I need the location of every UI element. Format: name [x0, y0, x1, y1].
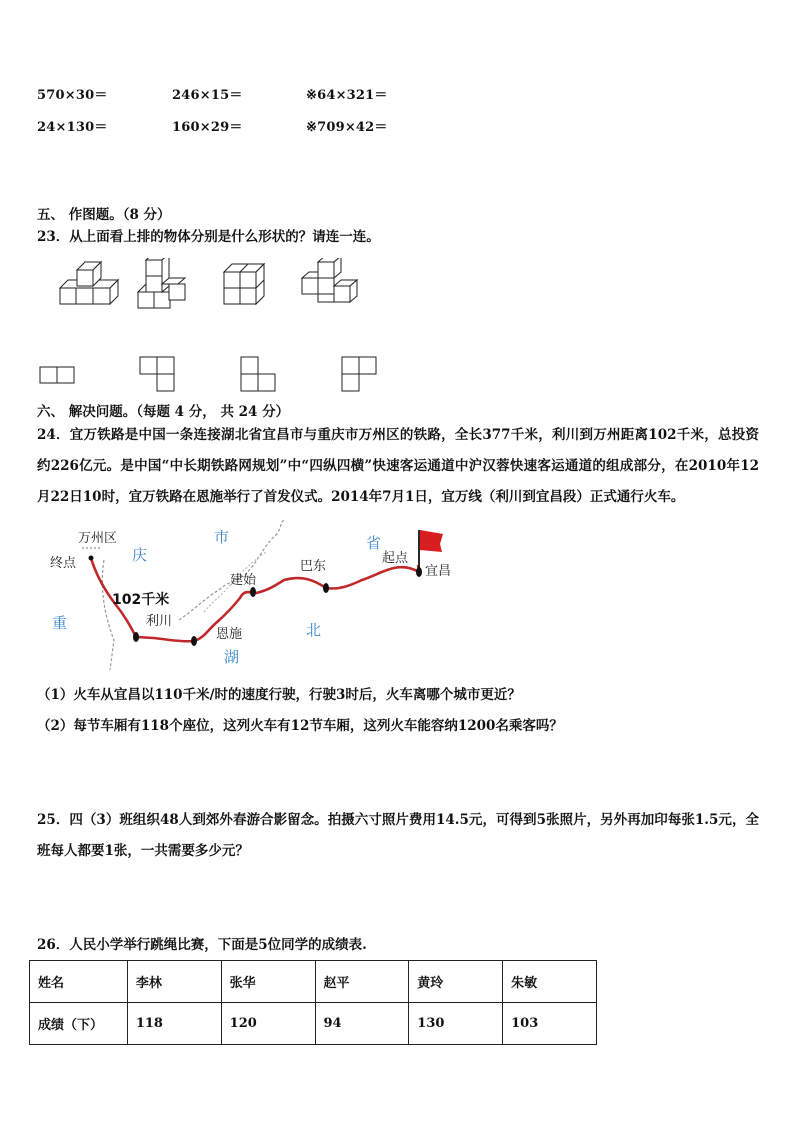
- question-24-1: （1）火车从宜昌以110千米/时的速度行驶，行驶3时后，火车离哪个城市更近？: [37, 687, 521, 703]
- station-enshi: [191, 636, 197, 646]
- label-yichang: 宜昌: [425, 564, 452, 579]
- table-cell: 张华: [221, 961, 315, 1003]
- calc-2: 246×15＝: [172, 88, 243, 103]
- station-wanzhou: [89, 556, 94, 561]
- cube-figures: [50, 258, 360, 316]
- label-sheng: 省: [366, 534, 382, 552]
- score-table: [29, 960, 597, 1045]
- label-chongqing: 庆: [132, 546, 148, 564]
- top-view-1: [40, 367, 74, 383]
- cube-figure-3: [224, 264, 264, 304]
- table-cell: 94: [315, 1003, 409, 1045]
- table-cell: 130: [409, 1003, 503, 1045]
- label-terminal: 终点: [50, 556, 77, 571]
- label-jianshi: 建始: [230, 573, 257, 588]
- calc-4: 24×130＝: [37, 120, 108, 135]
- table-cell: 120: [221, 1003, 315, 1045]
- label-shi: 市: [214, 528, 230, 546]
- label-lichuan: 利川: [146, 614, 173, 629]
- table-row-scores: [30, 1003, 597, 1045]
- label-start: 起点: [382, 551, 409, 566]
- calc-3: ※64×321＝: [306, 88, 388, 103]
- start-flag: [420, 530, 443, 552]
- table-cell: 成绩（下）: [30, 1003, 128, 1045]
- station-badong: [323, 583, 329, 593]
- province-border-top: [179, 520, 284, 620]
- station-lichuan: [133, 632, 139, 642]
- section-6-heading: 六、 解决问题。（每题 4 分， 共 24 分）: [37, 404, 290, 420]
- label-left-char: 重: [52, 614, 68, 632]
- section-5-heading: 五、 作图题。（8 分）: [37, 207, 171, 223]
- top-view-2: [140, 357, 174, 391]
- top-view-figures: [36, 355, 386, 395]
- question-26: 26．人民小学举行跳绳比赛，下面是5位同学的成绩表.: [37, 937, 367, 953]
- table-cell: 赵平: [315, 961, 409, 1003]
- calc-5: 160×29＝: [172, 120, 243, 135]
- label-bei: 北: [306, 621, 322, 639]
- calc-6: ※709×42＝: [306, 120, 388, 135]
- cube-figure-1: [60, 262, 118, 304]
- cube-figure-4: [302, 258, 357, 302]
- cube-figure-2: [138, 258, 185, 308]
- label-wanzhou: 万州区: [78, 531, 118, 546]
- label-enshi: 恩施: [216, 627, 243, 642]
- question-23: 23．从上面看上排的物体分别是什么形状的？请连一连。: [37, 229, 380, 245]
- railway-map: [44, 520, 464, 672]
- label-hu: 湖: [224, 648, 240, 666]
- station-jianshi: [250, 587, 256, 597]
- top-view-3: [241, 357, 275, 391]
- label-badong: 巴东: [300, 559, 327, 574]
- table-cell: 姓名: [30, 961, 128, 1003]
- table-cell: 黄玲: [409, 961, 503, 1003]
- question-24: 24．宜万铁路是中国一条连接湖北省宜昌市与重庆市万州区的铁路，全长377千米，利川到万州距离102千米，总投资约226亿元。是中国“中长期铁路网规划”中“四纵四横”快速客运通道中沪汉蓉快速客运通道的组成部分，在2010年12月22日10时，宜万铁路在恩施举行了首发仪式。2014年7月1日，宜万线（利川到宜昌段）正式通行火车。: [37, 427, 759, 505]
- province-border-left: [102, 560, 114, 670]
- question-24-2: （2）每节车厢有118个座位，这列火车有12节车厢，这列火车能容纳1200名乘客吗？: [37, 718, 563, 734]
- label-distance: 102千米: [112, 592, 170, 608]
- question-25: 25．四（3）班组织48人到郊外春游合影留念。拍摄六寸照片费用14.5元，可得到5张照片，另外再加印每张1.5元，全班每人都要1张，一共需要多少元？: [37, 812, 759, 859]
- calc-1: 570×30＝: [37, 88, 108, 103]
- top-view-4: [342, 357, 376, 391]
- table-cell: 李林: [127, 961, 221, 1003]
- table-row-header: [30, 961, 597, 1003]
- table-cell: 朱敏: [503, 961, 597, 1003]
- table-cell: 118: [127, 1003, 221, 1045]
- table-cell: 103: [503, 1003, 597, 1045]
